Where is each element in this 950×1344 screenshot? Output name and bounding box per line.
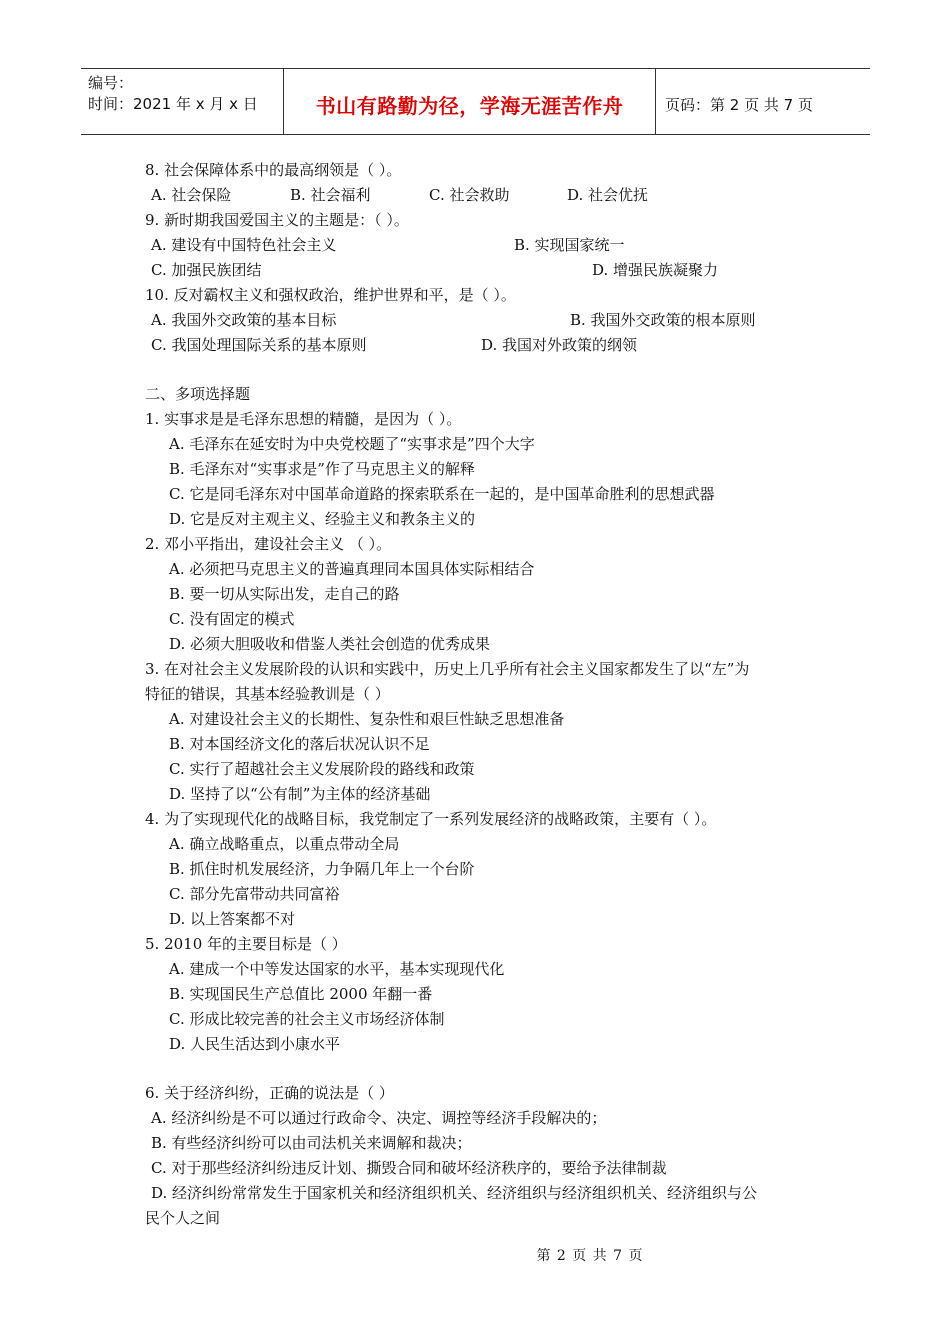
option-c: C. 形成比较完善的社会主义市场经济体制 (169, 1010, 445, 1028)
spacer (145, 1057, 825, 1081)
option-c: C. 社会救助 (429, 186, 510, 204)
option-a: A. 我国外交政策的基本目标 (151, 311, 337, 329)
option-d: D. 增强民族凝聚力 (592, 261, 719, 279)
option-d: D. 经济纠纷常常发生于国家机关和经济组织机关、经济组织与经济组织机关、经济组织与公 (151, 1184, 758, 1202)
option-b: B. 我国外交政策的根本原则 (570, 311, 756, 329)
option-d: D. 我国对外政策的纲领 (481, 336, 638, 354)
option-d: D. 人民生活达到小康水平 (169, 1035, 341, 1053)
page-footer: 第 2 页 共 7 页 (536, 1248, 644, 1264)
option-a: A. 社会保险 (151, 186, 232, 204)
option-row (145, 233, 825, 258)
question-stem: 8. 社会保障体系中的最高纲领是（ ）。 (145, 161, 402, 179)
option-c: C. 加强民族团结 (151, 261, 262, 279)
option-b: B. 抓住时机发展经济，力争隔几年上一个台阶 (169, 860, 475, 878)
section-heading: 二、多项选择题 (145, 385, 251, 403)
option-c: C. 实行了超越社会主义发展阶段的路线和政策 (169, 760, 475, 778)
option-a: A. 建成一个中等发达国家的水平，基本实现现代化 (169, 960, 505, 978)
question-stem-continued: 特征的错误，其基本经验教训是（ ） (145, 685, 390, 703)
page-label: 页码：第 2 页 共 7 页 (665, 96, 813, 114)
option-d: D. 必须大胆吸收和借鉴人类社会创造的优秀成果 (169, 635, 491, 653)
option-b: B. 社会福利 (290, 186, 371, 204)
option-b: B. 毛泽东对“实事求是”作了马克思主义的解释 (169, 460, 475, 478)
option-a: A. 建设有中国特色社会主义 (151, 236, 337, 254)
option-a: A. 对建设社会主义的长期性、复杂性和艰巨性缺乏思想准备 (169, 710, 565, 728)
header-motto-cell (283, 69, 656, 134)
header-meta (81, 69, 283, 134)
option-row (145, 333, 825, 358)
option-b: B. 要一切从实际出发，走自己的路 (169, 585, 400, 603)
option-a: A. 毛泽东在延安时为中央党校题了“实事求是”四个大字 (169, 435, 535, 453)
question-stem: 1. 实事求是是毛泽东思想的精髓，是因为（ ）。 (145, 410, 462, 428)
spacer (145, 358, 825, 382)
option-c: C. 没有固定的模式 (169, 610, 295, 628)
option-b: B. 对本国经济文化的落后状况认识不足 (169, 735, 430, 753)
option-d: D. 坚持了以“公有制”为主体的经济基础 (169, 785, 431, 803)
question-stem: 3. 在对社会主义发展阶段的认识和实践中，历史上几乎所有社会主义国家都发生了以“左”为 (145, 660, 750, 678)
question-stem: 2. 邓小平指出，建设社会主义 （ ）。 (145, 535, 392, 553)
option-c: C. 我国处理国际关系的基本原则 (151, 336, 367, 354)
question-stem: 4. 为了实现现代化的战略目标，我党制定了一系列发展经济的战略政策，主要有（ ）。 (145, 810, 717, 828)
option-d: D. 以上答案都不对 (169, 910, 296, 928)
date-label: 时间：2021 年 x 月 x 日 (88, 95, 258, 113)
option-b: B. 有些经济纠纷可以由司法机关来调解和裁决； (151, 1134, 472, 1152)
option-row (145, 183, 825, 208)
motto-text: 书山有路勤为径，学海无涯苦作舟 (315, 94, 624, 118)
option-d: D. 社会优抚 (567, 186, 649, 204)
header-page-cell (656, 69, 870, 134)
option-a: A. 必须把马克思主义的普遍真理同本国具体实际相结合 (169, 560, 535, 578)
option-c: C. 它是同毛泽东对中国革命道路的探索联系在一起的，是中国革命胜利的思想武器 (169, 485, 715, 503)
option-a: A. 经济纠纷是不可以通过行政命令、决定、调控等经济手段解决的； (151, 1109, 607, 1127)
option-row (145, 258, 825, 283)
question-stem: 9. 新时期我国爱国主义的主题是：（ ）。 (145, 211, 409, 229)
question-stem: 6. 关于经济纠纷，正确的说法是（ ） (145, 1084, 394, 1102)
number-label: 编号： (88, 74, 134, 92)
document-body (145, 158, 825, 1231)
question-stem: 10. 反对霸权主义和强权政治，维护世界和平，是（ ）。 (145, 286, 516, 304)
page-header (81, 68, 870, 135)
option-c: C. 部分先富带动共同富裕 (169, 885, 340, 903)
option-b: B. 实现国家统一 (514, 236, 625, 254)
option-d: D. 它是反对主观主义、经验主义和教条主义的 (169, 510, 476, 528)
option-d-continued: 民个人之间 (145, 1209, 221, 1227)
option-c: C. 对于那些经济纠纷违反计划、撕毁合同和破坏经济秩序的，要给予法律制裁 (151, 1159, 667, 1177)
option-b: B. 实现国民生产总值比 2000 年翻一番 (169, 985, 433, 1003)
option-a: A. 确立战略重点，以重点带动全局 (169, 835, 400, 853)
option-row (145, 308, 825, 333)
question-stem: 5. 2010 年的主要目标是（ ） (145, 935, 347, 953)
